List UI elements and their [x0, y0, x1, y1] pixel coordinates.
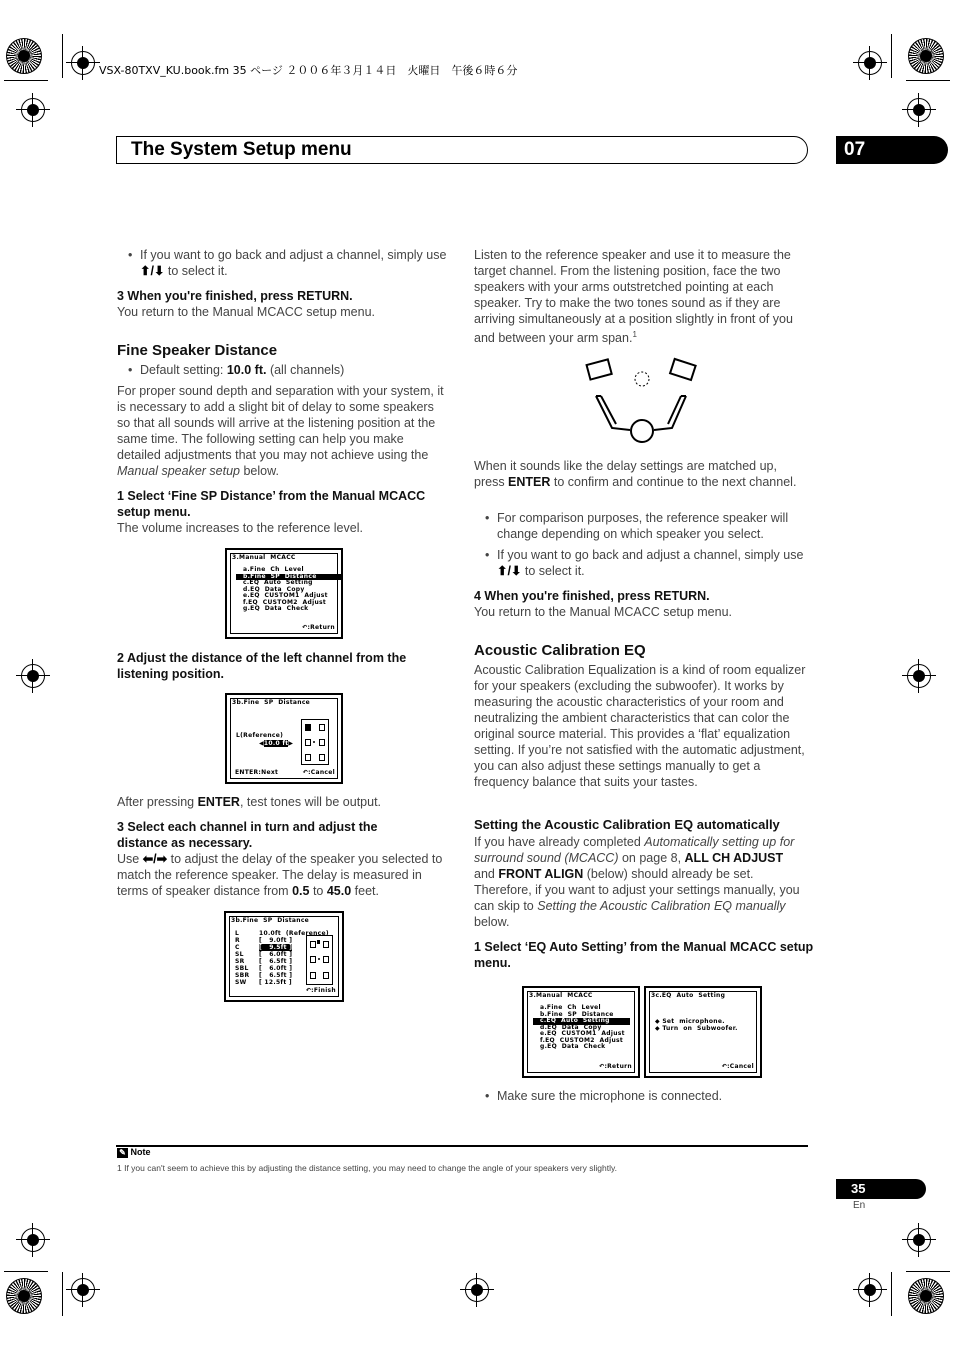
cancel-label	[303, 770, 335, 777]
menu-item: f.EQ CUSTOM2 Adjust	[243, 598, 327, 606]
use-pre: Use	[117, 852, 143, 866]
channel-name: SR	[235, 958, 245, 965]
auto-p4: (below) should already be set. Therefore, if you want to adjust your settings manually, you can skip to	[474, 867, 800, 913]
channel-distance: [ 6.5ft ]	[259, 958, 293, 965]
osd-screen-fine-sp-distance	[225, 693, 343, 784]
channel-name: SBL	[235, 965, 249, 972]
return-icon: ↶	[302, 624, 308, 632]
auto-p1: If you have already completed	[474, 835, 645, 849]
channel-name: C	[235, 944, 240, 951]
crosshair-icon	[907, 1228, 931, 1252]
auto-p5: below.	[474, 915, 510, 929]
channel-name: L	[235, 930, 240, 937]
channel-name: SBR	[235, 972, 250, 979]
bullet-go-back-right-tail: to select it.	[521, 564, 585, 578]
channel-row	[235, 980, 305, 987]
return-label	[302, 625, 335, 632]
auto-eq-heading: Setting the Acoustic Calibration EQ automatically	[474, 817, 780, 832]
language-label: En	[853, 1200, 866, 1211]
channel-distance: [ 9.5ft ]	[259, 944, 293, 951]
bullet-go-back-tail: to select it.	[164, 264, 228, 278]
menu-item: a.Fine Ch Level	[540, 1004, 601, 1011]
use-tail: to adjust the delay of the speaker you selected to match the reference speaker. The delay is measured in terms of speaker distance from	[117, 852, 443, 898]
finish-label-text: :Finish	[311, 987, 336, 995]
default-setting	[140, 362, 450, 378]
use-max: 45.0	[326, 884, 352, 898]
after-tail: , test tones will be output.	[239, 795, 382, 809]
menu-item-selected: c.EQ Auto Setting	[533, 1018, 630, 1025]
bullet-microphone: • Make sure the microphone is connected.	[497, 1088, 809, 1104]
crop-mark	[891, 1272, 892, 1316]
step3-heading: 3 Select each channel in turn and adjust the distance as necessary.	[117, 820, 378, 850]
crop-mark	[62, 34, 63, 78]
matched-tail: to confirm and continue to the next channel.	[550, 475, 797, 489]
crosshair-icon	[71, 51, 95, 75]
note-label	[117, 1147, 151, 1158]
cancel-label-text: :Cancel	[727, 1063, 754, 1071]
eq-instruction	[655, 1026, 738, 1033]
use-min: 0.5	[292, 884, 310, 898]
return-label	[599, 1064, 632, 1071]
crop-mark	[906, 80, 950, 81]
print-header-line: VSX-80TXV_KU.book.fm 35 ページ ２００６年３月１４日 火曜日 午後６時６分	[99, 64, 518, 77]
menu-item: f.EQ CUSTOM2 Adjust	[540, 1036, 624, 1044]
page-number-tab	[836, 1179, 926, 1199]
crop-mark	[891, 34, 892, 78]
menu-item: g.EQ Data Check	[540, 1043, 606, 1050]
menu-item: e.EQ CUSTOM1 Adjust	[540, 1030, 625, 1037]
matched-pre: When it sounds like the delay settings are matched up, press	[474, 459, 777, 489]
menu-item: d.EQ Data Copy	[540, 1023, 602, 1031]
step2-heading: 2 Adjust the distance of the left channel from the listening position.	[117, 651, 407, 681]
use-arrows-text	[117, 851, 450, 899]
eq-instruction-text: Set microphone.	[662, 1018, 725, 1025]
channel-distance: 10.0ft (Reference)	[259, 930, 329, 937]
cancel-label	[722, 1064, 754, 1071]
page-number: 35	[851, 1181, 866, 1196]
crosshair-icon	[858, 1278, 882, 1302]
eq-instruction-text: Turn on Subwoofer.	[662, 1024, 738, 1032]
cancel-label-text: :Cancel	[308, 769, 335, 777]
menu-item: b.Fine SP Distance	[540, 1010, 614, 1018]
speaker-layout-icon	[301, 719, 329, 765]
menu-item: g.EQ Data Check	[243, 605, 309, 612]
return-icon: ↶	[302, 769, 309, 777]
return-icon: ↶	[599, 1063, 605, 1071]
crosshair-icon	[858, 51, 882, 75]
bullet-icon: ◆	[655, 1018, 663, 1025]
crosshair-icon	[465, 1278, 489, 1302]
menu-item: c.EQ Auto Setting	[243, 579, 313, 586]
screen-title: 3.Manual MCACC	[232, 554, 296, 561]
registration-wheel-icon	[908, 1278, 944, 1314]
channel-distance: [ 9.0ft ]	[259, 937, 293, 944]
lref-value-text: 10.0 ft	[263, 740, 289, 747]
channel-name: SW	[235, 979, 247, 986]
chapter-tab	[836, 136, 948, 164]
crosshair-icon	[907, 98, 931, 122]
fsd-paragraph	[117, 383, 450, 479]
step-finished-heading: 3 When you're finished, press RETURN.	[117, 289, 353, 303]
matched-paragraph	[474, 458, 808, 490]
step4-heading: 4 When you're finished, press RETURN.	[474, 589, 710, 603]
up-down-arrow-icon: ⬆/⬇	[497, 564, 522, 578]
step1-heading: 1 Select ‘Fine SP Distance’ from the Manual MCACC setup menu.	[117, 489, 426, 519]
crop-mark	[62, 1272, 63, 1316]
crosshair-icon	[21, 1228, 45, 1252]
channel-distance: [ 6.5ft ]	[259, 972, 293, 979]
chapter-number: 07	[844, 139, 866, 160]
bullet-go-back-text: If you want to go back and adjust a channel, simply use	[140, 248, 447, 262]
bullet-go-back-right-text: If you want to go back and adjust a channel, simply use	[497, 548, 804, 562]
footnote-reference: 1	[632, 330, 637, 339]
osd-screen-eq-auto-setting	[644, 986, 762, 1078]
up-down-arrow-icon: ⬆/⬇	[140, 264, 165, 278]
matched-bold: ENTER	[508, 475, 551, 489]
auto-eq-paragraph	[474, 834, 808, 930]
screen-title: 3.Manual MCACC	[529, 992, 593, 999]
registration-wheel-icon	[6, 1278, 42, 1314]
page-title: The System Setup menu	[131, 139, 352, 160]
menu-item: a.Fine Ch Level	[243, 566, 304, 573]
channel-distance: [ 12.5ft ]	[259, 979, 292, 986]
finish-label	[306, 988, 336, 995]
listen-text: Listen to the reference speaker and use it to measure the target channel. From the listening position, face the two speakers with your arms outstretched pointing at each speaker. Try to make the two tones sound as if they are arriving simultaneously at a position slightly in front of you and between your arm span.	[474, 248, 793, 346]
after-enter-text	[117, 794, 452, 810]
auto-i2: Setting the Acoustic Calibration EQ manually	[537, 899, 786, 913]
crosshair-icon	[907, 664, 931, 688]
return-icon: ↶	[305, 987, 312, 995]
return-icon: ↶	[721, 1063, 728, 1071]
lref-value: ◀10.0 ft▶	[259, 740, 294, 747]
return-label-text: :Return	[307, 624, 335, 632]
after-bold: ENTER	[197, 795, 240, 809]
bullet-icon: ◆	[655, 1024, 663, 1032]
fine-speaker-distance-heading: Fine Speaker Distance	[117, 342, 278, 359]
registration-wheel-icon	[6, 38, 42, 74]
listening-position-illustration	[582, 356, 704, 446]
crosshair-icon	[21, 664, 45, 688]
osd-screen-manual-mcacc-eq	[522, 986, 640, 1078]
channel-distance: [ 6.0ft ]	[259, 965, 293, 972]
crosshair-icon	[21, 98, 45, 122]
auto-b1: ALL CH ADJUST	[684, 851, 784, 865]
step1-text: The volume increases to the reference level.	[117, 521, 363, 535]
step1-eq-heading: 1 Select ‘EQ Auto Setting’ from the Manual MCACC setup menu.	[474, 940, 814, 970]
channel-name: SL	[235, 951, 244, 958]
channel-name: R	[235, 937, 240, 944]
fsd-paragraph-text: For proper sound depth and separation with your system, it is necessary to add a slight bit of delay to some speakers so that all sounds will arrive at the listening position at the same time. The following setting can help you make detailed adjustments that you may not achieve using the	[117, 384, 444, 462]
use-end: feet.	[351, 884, 379, 898]
speaker-layout-icon	[306, 935, 333, 985]
return-label-text: :Return	[604, 1063, 632, 1071]
registration-wheel-icon	[908, 38, 944, 74]
after-pre: After pressing	[117, 795, 198, 809]
fsd-paragraph-tail: below.	[240, 464, 279, 478]
default-value: 10.0 ft.	[226, 363, 267, 377]
bullet-go-back	[140, 247, 450, 279]
crop-mark	[906, 1271, 950, 1272]
auto-p2: on page 8,	[618, 851, 685, 865]
enter-next-label: ENTER:Next	[235, 769, 279, 777]
acoustic-calibration-eq-heading: Acoustic Calibration EQ	[474, 642, 646, 659]
osd-screen-manual-mcacc	[225, 548, 343, 639]
osd-screen-channel-distances	[224, 911, 344, 1002]
note-icon: ✎	[117, 1148, 128, 1158]
channel-distance: [ 6.0ft ]	[259, 951, 293, 958]
footnote-text: 1 If you can't seem to achieve this by adjusting the distance setting, you may need to change the angle of your speakers very slightly.	[117, 1163, 617, 1173]
auto-b2: FRONT ALIGN	[498, 867, 584, 881]
return-text-right: You return to the Manual MCACC setup menu.	[474, 605, 733, 619]
screen-title: 3b.Fine SP Distance	[232, 699, 311, 706]
note-label-text: Note	[130, 1147, 151, 1157]
default-tail: (all channels)	[266, 363, 345, 377]
crop-mark	[4, 80, 48, 81]
note-divider	[116, 1145, 808, 1147]
crop-mark	[4, 1271, 48, 1272]
listen-paragraph	[474, 247, 808, 346]
use-to: to	[309, 884, 327, 898]
fsd-paragraph-italic: Manual speaker setup	[117, 464, 240, 478]
auto-p3: and	[474, 867, 499, 881]
return-text: You return to the Manual MCACC setup menu.	[117, 305, 376, 319]
acoustic-calibration-paragraph: Acoustic Calibration Equalization is a kind of room equalizer for your speakers (excluding the subwoofer). It works by measuring the acoustic characteristics of your room and neutralizing the ambient characteristics that can color the original source material. This provides a ‘flat’ equalization setting. If you’re not satisfied with the automatic adjustment, you can also adjust these settings manually to get a frequency balance that suits your tastes.	[474, 663, 806, 789]
lref-label: L(Reference)	[236, 732, 284, 739]
screen-title: 3b.Fine SP Distance	[231, 917, 310, 924]
bullet-comparison: • For comparison purposes, the reference speaker will change depending on which speaker you select.	[497, 510, 809, 542]
bullet-go-back-right	[497, 547, 809, 579]
auto-i1: Automatically setting up for surround sound (MCACC)	[474, 835, 795, 865]
menu-item-selected: b.Fine SP Distance	[236, 574, 343, 581]
crosshair-icon	[71, 1278, 95, 1302]
left-right-arrow-icon: ⬅/➡	[142, 852, 168, 866]
default-label: Default setting:	[140, 363, 227, 377]
menu-item: e.EQ CUSTOM1 Adjust	[243, 592, 328, 599]
menu-item: d.EQ Data Copy	[243, 585, 305, 593]
title-bar	[116, 136, 808, 164]
screen-title: 3c.EQ Auto Setting	[651, 992, 726, 999]
